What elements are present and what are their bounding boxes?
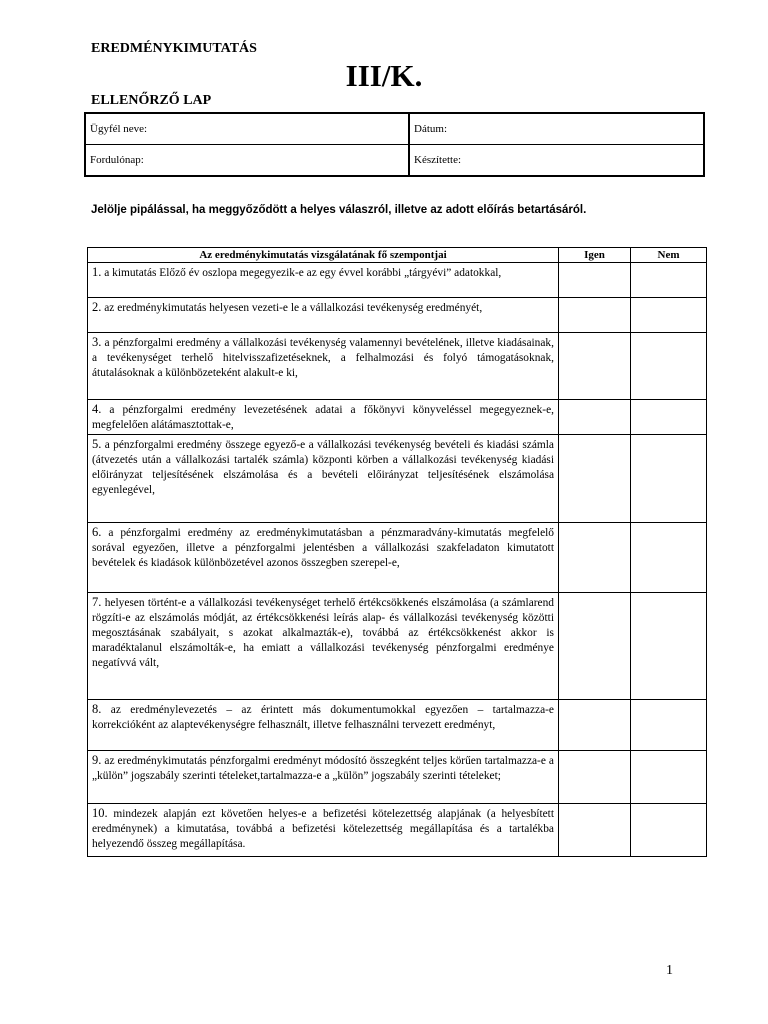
criterion-cell xyxy=(88,523,559,593)
no-checkbox-cell[interactable] xyxy=(631,700,707,751)
criterion-cell xyxy=(88,804,559,857)
no-checkbox-cell[interactable] xyxy=(631,263,707,298)
yes-header: Igen xyxy=(559,248,631,263)
section-code: III/K. xyxy=(345,58,423,93)
criterion-text: a pénzforgalmi eredmény levezetésének adatai a főkönyvi könyveléssel megegyeznek-e, megfelelően alátámasztottak-e, xyxy=(92,404,554,431)
checklist-row xyxy=(88,435,707,523)
checklist-header-row xyxy=(88,248,707,263)
yes-checkbox-cell[interactable] xyxy=(559,435,631,523)
no-header: Nem xyxy=(631,248,707,263)
yes-checkbox-cell[interactable] xyxy=(559,523,631,593)
yes-checkbox-cell[interactable] xyxy=(559,263,631,298)
criterion-cell xyxy=(88,263,559,298)
turning-day-field[interactable]: Fordulónap: xyxy=(85,145,409,177)
checklist-body xyxy=(88,263,707,857)
checklist-row xyxy=(88,700,707,751)
checklist-row xyxy=(88,593,707,700)
no-checkbox-cell[interactable] xyxy=(631,593,707,700)
no-checkbox-cell[interactable] xyxy=(631,804,707,857)
checklist-row xyxy=(88,751,707,804)
instruction-text: Jelölje pipálással, ha meggyőződött a helyes válaszról, illetve az adott előírás betartásáról. xyxy=(91,204,587,216)
no-checkbox-cell[interactable] xyxy=(631,298,707,333)
checklist-row xyxy=(88,263,707,298)
prepared-by-field[interactable]: Készítette: xyxy=(409,145,704,177)
page-number: 1 xyxy=(666,963,673,978)
criterion-cell xyxy=(88,751,559,804)
yes-checkbox-cell[interactable] xyxy=(559,804,631,857)
info-table xyxy=(84,112,705,177)
criteria-header: Az eredménykimutatás vizsgálatának fő szempontjai xyxy=(88,248,559,263)
yes-checkbox-cell[interactable] xyxy=(559,700,631,751)
criterion-text: a pénzforgalmi eredmény az eredménykimutatásban a pénzmaradvány-kimutatás megfelelő sorával egyezően, illetve a pénzforgalmi jelentésben a vállalkozási szakfeladaton kimutatott bevételek és kiadások különbözetével azonos összegben szerepel-e, xyxy=(92,527,554,569)
no-checkbox-cell[interactable] xyxy=(631,523,707,593)
criterion-number: 4. xyxy=(92,402,102,416)
checklist-row xyxy=(88,333,707,400)
checklist-row xyxy=(88,523,707,593)
criterion-text: az eredménykimutatás pénzforgalmi eredményt módosító összegként teljes körűen tartalmazza-e a „külön” jogszabály szerinti tételeket,tartalmazza-e a „külön” jogszabály szerinti tételeket; xyxy=(92,755,554,782)
criterion-number: 7. xyxy=(92,595,102,609)
yes-checkbox-cell[interactable] xyxy=(559,593,631,700)
criterion-text: az eredménylevezetés – az érintett más dokumentumokkal egyezően – tartalmazza-e korrekcióként az alaptevékenységre felhasznált, illetve felhasználni tervezett eredményt, xyxy=(92,704,554,731)
criterion-text: helyesen történt-e a vállalkozási tevékenységet terhelő értékcsökkenés elszámolása (a számlarend rögzíti-e az elszámolás módját, az értékcsökkenési leírás alap- és vállalkozási tevékenység közötti megosztásának szabályait, s azokat alkalmazták-e), továbbá az értékcsökkenést akkor is maradéktalanul elszámolták-e, ha emiatt a vállalkozási tevékenység pénzforgalmi eredménye negatívvá vált, xyxy=(92,597,554,669)
criterion-number: 9. xyxy=(92,753,102,767)
criterion-cell xyxy=(88,298,559,333)
checklist-table xyxy=(87,247,707,857)
criterion-number: 10. xyxy=(92,806,108,820)
checklist-row xyxy=(88,400,707,435)
yes-checkbox-cell[interactable] xyxy=(559,751,631,804)
criterion-number: 1. xyxy=(92,265,102,279)
criterion-cell xyxy=(88,400,559,435)
criterion-cell xyxy=(88,593,559,700)
criterion-text: a pénzforgalmi eredmény a vállalkozási tevékenység valamennyi bevételének, illetve kiadásainak, a tevékenységet terhelő hitelvisszafizetéseknek, a felhalmozási és folyó támogatásoknak, átutalásoknak a különbözeteként alakult-e ki, xyxy=(92,337,554,379)
no-checkbox-cell[interactable] xyxy=(631,333,707,400)
criterion-text: az eredménykimutatás helyesen vezeti-e le a vállalkozási tevékenység eredményét, xyxy=(104,302,483,314)
client-name-field[interactable]: Ügyfél neve: xyxy=(85,113,409,145)
checklist-row xyxy=(88,804,707,857)
criterion-number: 8. xyxy=(92,702,102,716)
criterion-number: 5. xyxy=(92,437,102,451)
criterion-number: 6. xyxy=(92,525,102,539)
date-field[interactable]: Dátum: xyxy=(409,113,704,145)
criterion-cell xyxy=(88,435,559,523)
criterion-number: 2. xyxy=(92,300,102,314)
yes-checkbox-cell[interactable] xyxy=(559,333,631,400)
checklist-row xyxy=(88,298,707,333)
no-checkbox-cell[interactable] xyxy=(631,400,707,435)
sheet-label: ELLENŐRZŐ LAP xyxy=(91,93,212,108)
criterion-cell xyxy=(88,700,559,751)
no-checkbox-cell[interactable] xyxy=(631,435,707,523)
criterion-text: mindezek alapján ezt követően helyes-e a befizetési kötelezettség alapjának (a helyesbített eredménynek) a kimutatása, továbbá a befizetési kötelezettség megállapítása és a tartalékba helyezendő összeg megállapítása. xyxy=(92,808,554,850)
criterion-number: 3. xyxy=(92,335,102,349)
criterion-text: a kimutatás Előző év oszlopa megegyezik-e az egy évvel korábbi „tárgyévi” adatokkal, xyxy=(104,267,502,279)
yes-checkbox-cell[interactable] xyxy=(559,400,631,435)
document-title: EREDMÉNYKIMUTATÁS xyxy=(91,41,257,56)
criterion-cell xyxy=(88,333,559,400)
yes-checkbox-cell[interactable] xyxy=(559,298,631,333)
no-checkbox-cell[interactable] xyxy=(631,751,707,804)
criterion-text: a pénzforgalmi eredmény összege egyező-e a vállalkozási tevékenység bevételi és kiadási számla (átvezetés után a vállalkozási tartalék számla) központi körben a vállalkozási tevékenység kiadási előirányzat teljesítésének elszámolása és a bevételi előirányzat teljesítésének elszámolása egyenlegével, xyxy=(92,439,554,496)
